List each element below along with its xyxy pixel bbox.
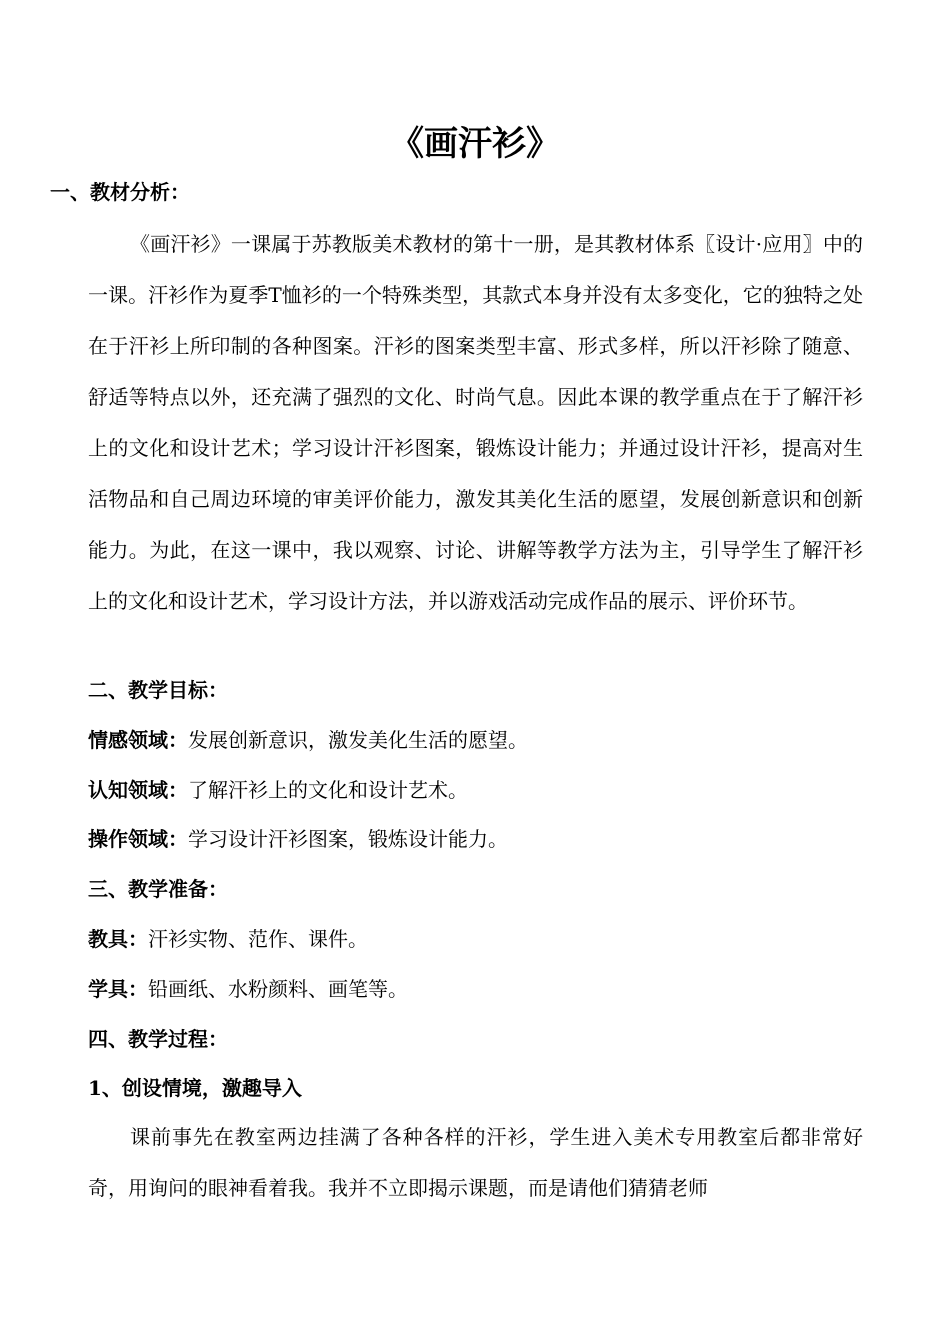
analysis-paragraph: 《画汗衫》一课属于苏教版美术教材的第十一册，是其教材体系〖设计·应用〗中的一课。汗衫作为夏季T恤衫的一个特殊类型，其款式本身并没有太多变化，它的独特之处在于汗衫上所印制的各种图案。汗衫的图案类型丰富、形式多样，所以汗衫除了随意、舒适等特点以外，还充满了强烈的文化、时尚气息。因此本课的教学重点在于了解汗衫上的文化和设计艺术；学习设计汗衫图案，锻炼设计能力；并通过设计汗衫，提高对生活物品和自己周边环境的审美评价能力，激发其美化生活的愿望，发展创新意识和创新能力。为此，在这一课中，我以观察、讨论、讲解等教学方法为主，引导学生了解汗衫上的文化和设计艺术，学习设计方法，并以游戏活动完成作品的展示、评价环节。 bbox=[88, 232, 863, 613]
prep-label: 教具： bbox=[88, 927, 148, 951]
goal-item-cognition bbox=[88, 775, 468, 805]
goal-text: 学习设计汗衫图案，锻炼设计能力。 bbox=[188, 827, 508, 851]
section-heading-process: 四、教学过程： bbox=[88, 1027, 228, 1051]
goal-item-emotion bbox=[88, 725, 528, 755]
process-paragraph: 课前事先在教室两边挂满了各种各样的汗衫，学生进入美术专用教室后都非常好奇，用询问的眼神看着我。我并不立即揭示课题，而是请他们猜猜老师 bbox=[88, 1125, 863, 1200]
goal-label: 认知领域： bbox=[88, 778, 188, 802]
goal-text: 发展创新意识，激发美化生活的愿望。 bbox=[188, 728, 528, 752]
section-heading-analysis: 一、教材分析： bbox=[50, 180, 190, 204]
goal-text: 了解汗衫上的文化和设计艺术。 bbox=[188, 778, 468, 802]
prep-text: 铅画纸、水粉颜料、画笔等。 bbox=[148, 977, 408, 1001]
prep-text: 汗衫实物、范作、课件。 bbox=[148, 927, 368, 951]
prep-label: 学具： bbox=[88, 977, 148, 1001]
page-title: 《画汗衫》 bbox=[390, 124, 560, 164]
section-heading-prep: 三、教学准备： bbox=[88, 877, 228, 901]
prep-item-teacher bbox=[88, 924, 368, 954]
step-heading-1: 1、创设情境，激趣导入 bbox=[88, 1076, 302, 1100]
section-heading-goals: 二、教学目标： bbox=[88, 678, 228, 702]
prep-item-student bbox=[88, 974, 408, 1004]
goal-label: 情感领域： bbox=[88, 728, 188, 752]
goal-label: 操作领域： bbox=[88, 827, 188, 851]
goal-item-operation bbox=[88, 824, 508, 854]
